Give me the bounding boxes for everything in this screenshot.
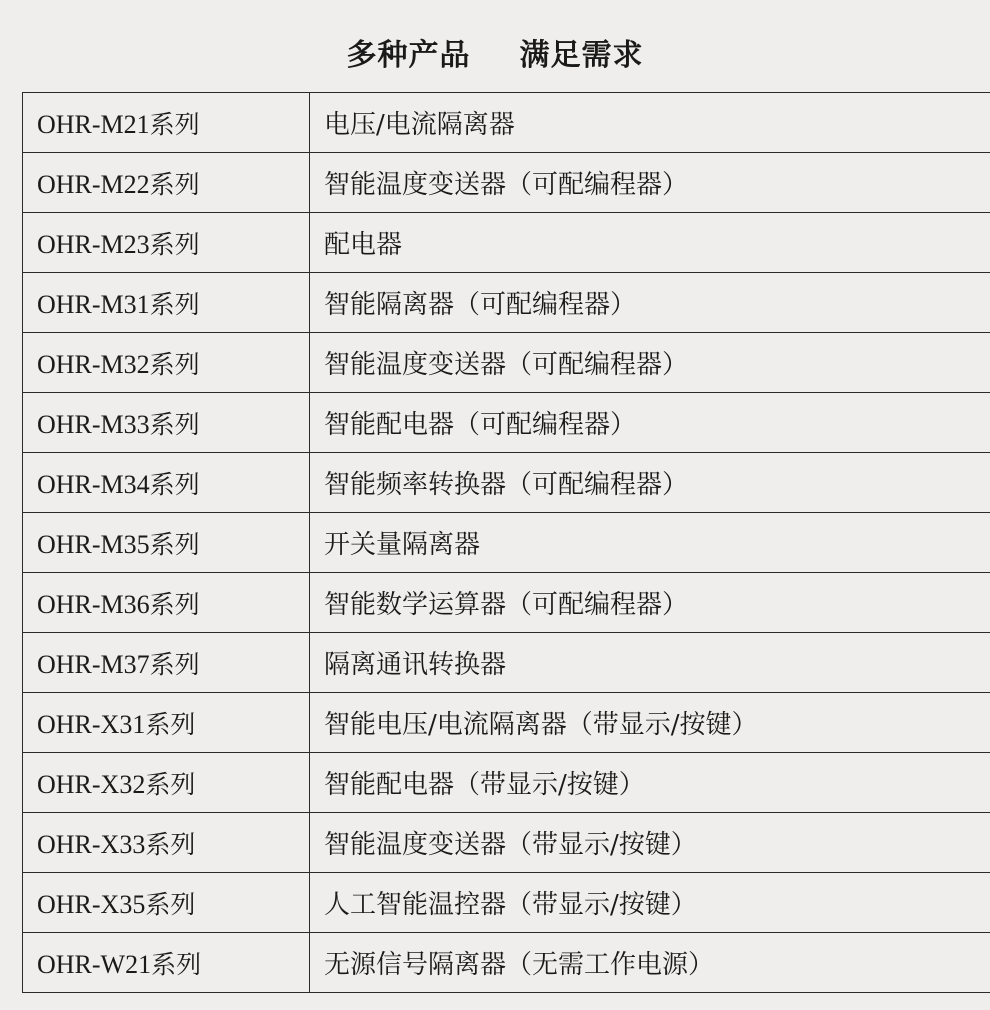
product-table-body [23,93,990,993]
product-code: OHR-M21 [37,109,150,139]
product-code-cell [23,153,310,213]
product-code-suffix: 系列 [149,469,200,499]
product-code: OHR-M37 [37,649,150,679]
product-code-cell [23,93,310,153]
product-code-suffix: 系列 [149,409,200,439]
product-name-cell: 智能频率转换器（可配编程器） [310,453,990,513]
table-row [23,393,990,453]
product-name-cell: 智能隔离器（可配编程器） [310,273,990,333]
table-row [23,573,990,633]
table-row [23,933,990,993]
product-code: OHR-M31 [37,289,150,319]
product-code: OHR-X31 [37,709,146,739]
product-name-cell: 智能温度变送器（带显示/按键） [310,813,990,873]
product-code: OHR-M22 [37,169,150,199]
product-code: OHR-M34 [37,469,150,499]
product-code-suffix: 系列 [149,349,200,379]
product-name-cell: 智能数学运算器（可配编程器） [310,573,990,633]
product-name-cell: 配电器 [310,213,990,273]
product-name-cell: 智能温度变送器（可配编程器） [310,333,990,393]
product-code-cell [23,333,310,393]
table-row [23,213,990,273]
product-code-cell [23,513,310,573]
product-code-cell [23,393,310,453]
product-code-cell [23,453,310,513]
product-name-cell: 无源信号隔离器（无需工作电源） [310,933,990,993]
product-code-suffix: 系列 [145,709,196,739]
product-code-cell [23,213,310,273]
table-row [23,153,990,213]
product-code-suffix: 系列 [149,169,200,199]
product-code: OHR-M33 [37,409,150,439]
table-row [23,453,990,513]
product-name-cell: 隔离通讯转换器 [310,633,990,693]
product-name-cell: 人工智能温控器（带显示/按键） [310,873,990,933]
table-row [23,633,990,693]
product-code-cell [23,273,310,333]
product-code-cell [23,633,310,693]
product-code-suffix: 系列 [145,829,196,859]
product-code-suffix: 系列 [145,769,196,799]
product-code: OHR-W21 [37,949,152,979]
product-code: OHR-X32 [37,769,146,799]
product-code: OHR-M35 [37,529,150,559]
product-name-cell: 开关量隔离器 [310,513,990,573]
product-name-cell: 智能配电器（带显示/按键） [310,753,990,813]
product-code-cell [23,813,310,873]
product-code: OHR-M36 [37,589,150,619]
product-code: OHR-M32 [37,349,150,379]
product-code-suffix: 系列 [149,529,200,559]
table-row [23,333,990,393]
page-title [0,0,990,92]
product-code-cell [23,873,310,933]
product-table-wrap [22,92,968,993]
product-code: OHR-M23 [37,229,150,259]
product-code-suffix: 系列 [149,229,200,259]
product-code-suffix: 系列 [149,289,200,319]
product-name-cell: 智能温度变送器（可配编程器） [310,153,990,213]
product-code-suffix: 系列 [149,589,200,619]
product-code: OHR-X35 [37,889,146,919]
product-table [22,92,990,993]
table-row [23,93,990,153]
table-row [23,873,990,933]
product-name-cell: 智能配电器（可配编程器） [310,393,990,453]
product-code-cell [23,573,310,633]
product-code-suffix: 系列 [149,649,200,679]
product-code-cell [23,753,310,813]
table-row [23,813,990,873]
product-code-cell [23,933,310,993]
page-title-part1: 多种产品 [346,38,471,73]
page-title-part2: 满足需求 [519,38,644,73]
table-row [23,753,990,813]
product-code-suffix: 系列 [145,889,196,919]
table-row [23,273,990,333]
product-code-cell [23,693,310,753]
product-name-cell: 智能电压/电流隔离器（带显示/按键） [310,693,990,753]
product-code-suffix: 系列 [151,949,202,979]
table-row [23,693,990,753]
table-row [23,513,990,573]
product-name-cell: 电压/电流隔离器 [310,93,990,153]
product-code-suffix: 系列 [149,109,200,139]
product-code: OHR-X33 [37,829,146,859]
